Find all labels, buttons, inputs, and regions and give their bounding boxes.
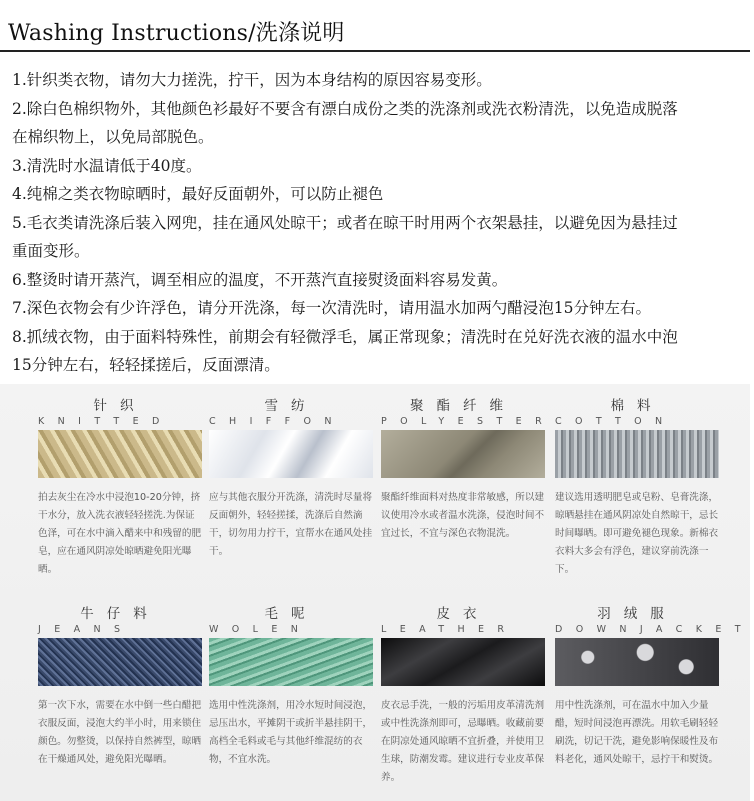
fabric-care-text: 应与其他衣服分开洗涤，清洗时尽量将反面朝外，轻轻搓揉，洗涤后自然滴干，切勿用力拧干，宜帮水在通风处挂干。 bbox=[209, 492, 373, 557]
fabric-name-en: WOLEN bbox=[209, 624, 312, 635]
polyester-photo bbox=[381, 430, 545, 478]
title-underline bbox=[0, 50, 750, 52]
fabric-name-en: CHIFFON bbox=[209, 416, 345, 427]
fabric-name-cn: 针织 bbox=[93, 398, 147, 414]
instruction-line: 3.清洗时水温请低于40度。 bbox=[12, 156, 202, 175]
instruction-line: 8.抓绒衣物，由于面料特殊性，前期会有轻微浮毛，属正常现象；清洗时在兑好洗衣液的温水中泡 bbox=[12, 327, 678, 346]
fabric-name-en: JEANS bbox=[38, 624, 134, 635]
fabric-name-cn: 皮衣 bbox=[436, 606, 490, 622]
fabric-name-cn: 毛呢 bbox=[264, 606, 318, 622]
instructions-list bbox=[12, 66, 742, 380]
header bbox=[0, 0, 750, 58]
fabric-care-text: 建议选用透明肥皂或皂粉、皂膏洗涤，晾晒悬挂在通风阴凉处自然晾干，忌长时间曝晒。即可避免褪色现象。新棉衣衣料大多会有浮色，建议穿前洗涤一下。 bbox=[555, 492, 719, 575]
fabric-name-en: POLYESTER bbox=[381, 416, 556, 427]
fabric-name-en: COTTON bbox=[555, 416, 676, 427]
fabric-care-text: 拍去灰尘在冷水中浸泡10-20分钟，挤干水分，放入洗衣液轻轻搓洗.为保证色泽，可在水中滴入醋来中和残留的肥皂，应在通风阴凉处晾晒避免阳光曝晒。 bbox=[38, 492, 202, 575]
fabric-name-cn: 羽绒服 bbox=[597, 606, 677, 622]
downjacket-photo bbox=[555, 638, 719, 686]
page-title: Washing Instructions/洗涤说明 bbox=[8, 21, 345, 46]
cotton-photo bbox=[555, 430, 719, 478]
wolen-photo bbox=[209, 638, 373, 686]
fabric-name-en: DOWNJACKET bbox=[555, 624, 754, 635]
leather-photo bbox=[381, 638, 545, 686]
instruction-line: 1.针织类衣物，请勿大力搓洗，拧干，因为本身结构的原因容易变形。 bbox=[12, 71, 492, 89]
fabric-care-text: 皮衣忌手洗，一般的污垢用皮革清洗剂或中性洗涤剂即可，忌曝晒。收藏前要在阴凉处通风晾晒不宜折叠，并使用卫生球，防潮发霉。建议进行专业皮革保养。 bbox=[381, 700, 545, 783]
fabric-name-cn: 聚酯纤维 bbox=[410, 398, 516, 414]
chiffon-photo bbox=[209, 430, 373, 478]
fabric-name-en: KNITTED bbox=[38, 416, 173, 427]
fabric-name-cn: 棉料 bbox=[610, 398, 664, 414]
knitted-photo bbox=[38, 430, 202, 478]
instruction-line: 2.除白色棉织物外，其他颜色衫最好不要含有漂白成份之类的洗涤剂或洗衣粉清洗，以免造成脱落 bbox=[12, 99, 678, 118]
instruction-line: 6.整烫时请开蒸汽，调至相应的温度，不开蒸汽直接熨烫面料容易发黄。 bbox=[12, 270, 508, 289]
fabric-care-text: 第一次下水，需要在水中倒一些白醋把衣服反面，浸泡大约半小时，用来锁住颜色。勿整烫，以保持自然裤型，晾晒在干燥通风处，避免阳光曝晒。 bbox=[38, 700, 202, 765]
fabric-care-text: 用中性洗涤剂，可在温水中加入少量醋，短时间浸泡再漂洗。用软毛刷轻轻刷洗，切记干洗，避免影响保暖性及布料老化，通风处晾干，忌拧干和熨烫。 bbox=[555, 700, 719, 765]
jeans-photo bbox=[38, 638, 202, 686]
fabric-care-text: 选用中性洗涤剂，用冷水短时间浸泡，忌压出水，平摊阴干或折半悬挂阴干，高档全毛料或毛与其他纤维混纺的衣物，不宜水洗。 bbox=[209, 700, 373, 765]
fabric-care-text: 聚酯纤维面料对热度非常敏感，所以建议使用冷水或者温水洗涤，侵泡时间不宜过长，不宜与深色衣物混洗。 bbox=[381, 492, 545, 539]
instruction-line: 5.毛衣类请洗涤后装入网兜，挂在通风处晾干；或者在晾干时用两个衣架悬挂，以避免因为悬挂过 bbox=[12, 213, 678, 232]
instruction-line: 7.深色衣物会有少许浮色，请分开洗涤，每一次清洗时，请用温水加两勺醋浸泡15分钟左右。 bbox=[12, 299, 652, 317]
instruction-line: 在棉织物上，以免局部脱色。 bbox=[12, 128, 214, 146]
fabric-name-en: LEATHER bbox=[381, 624, 518, 635]
instruction-line: 重面变形。 bbox=[12, 242, 90, 260]
fabric-care-panel bbox=[0, 384, 754, 801]
instruction-line: 15分钟左右，轻轻揉搓后，反面漂清。 bbox=[12, 356, 280, 374]
fabric-name-cn: 牛仔料 bbox=[80, 606, 160, 622]
fabric-name-cn: 雪纺 bbox=[264, 398, 318, 414]
instruction-line: 4.纯棉之类衣物晾晒时，最好反面朝外，可以防止褪色 bbox=[12, 185, 384, 203]
